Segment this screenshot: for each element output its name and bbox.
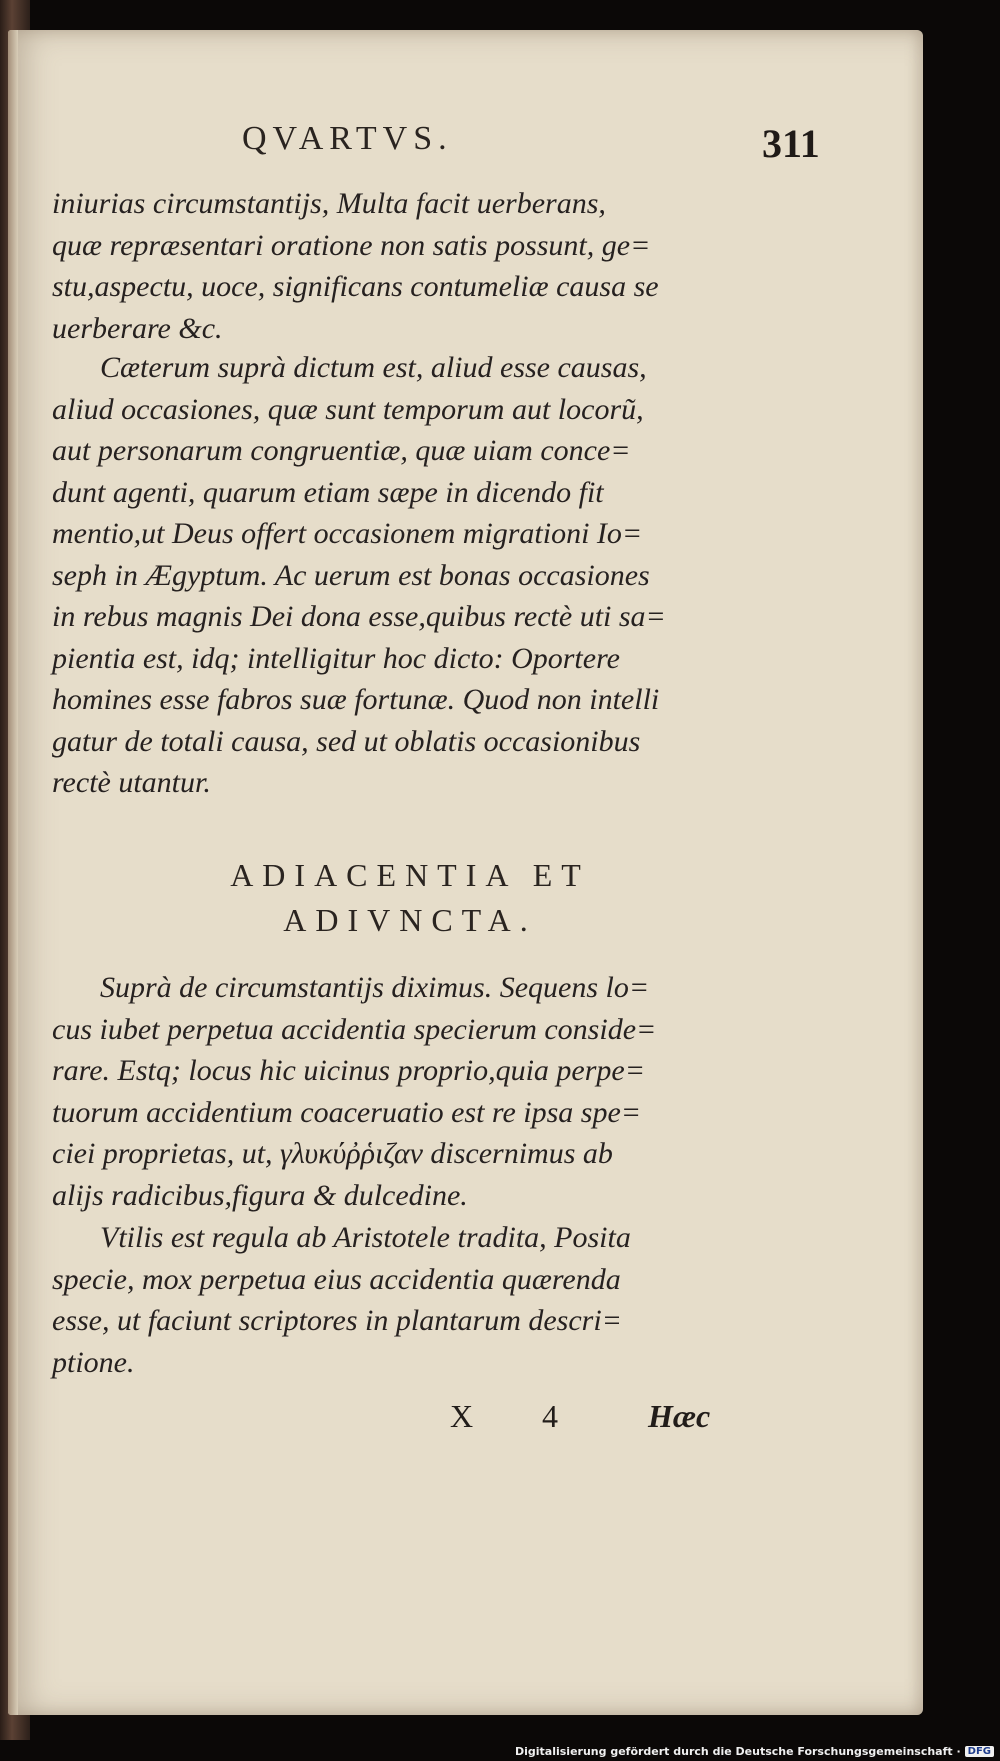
text-line: rectè utantur.	[52, 766, 211, 799]
text-line: cus iubet perpetua accidentia specierum conside=	[52, 1012, 657, 1046]
text-line: seph in Ægyptum. Ac uerum est bonas occasiones	[52, 558, 650, 592]
section-heading-line-1: ADIACENTIA ET	[230, 857, 590, 893]
text-line: stu,aspectu, uoce, significans contumeliæ causa se	[52, 270, 659, 303]
paragraph-2	[52, 347, 712, 804]
text-line: quæ repræsentari oratione non satis possunt, ge=	[52, 228, 651, 262]
page-edge	[8, 30, 18, 1715]
running-head: QVARTVS.	[242, 120, 453, 157]
section-heading-line-2: ADIVNCTA.	[283, 902, 537, 938]
text-line: homines esse fabros suæ fortunæ. Quod non intelli	[52, 683, 660, 716]
text-line: gatur de totali causa, sed ut oblatis occasionibus	[52, 724, 641, 758]
paragraph-4	[52, 1217, 712, 1383]
text-line: pientia est, idq; intelligitur hoc dicto: Oportere	[52, 641, 620, 675]
paragraph-1	[52, 183, 712, 349]
credit-text: Digitalisierung gefördert durch die Deutsche Forschungsgemeinschaft ·	[514, 1745, 961, 1758]
text-line: alijs radicibus,figura & dulcedine.	[52, 1178, 468, 1212]
text-line: Suprà de circumstantijs diximus. Sequens lo=	[100, 971, 650, 1004]
text-line: in rebus magnis Dei dona esse,quibus rectè uti sa=	[52, 600, 666, 633]
signature-letter: X	[450, 1398, 474, 1434]
text-line: uerberare &c.	[52, 311, 223, 345]
page-number: 311	[762, 121, 820, 166]
text-line: ptione.	[52, 1345, 135, 1379]
text-line: iniurias circumstantijs, Multa facit uerberans,	[52, 187, 606, 220]
text-line: tuorum accidentium coaceruatio est re ipsa spe=	[52, 1095, 642, 1129]
text-line: esse, ut faciunt scriptores in plantarum descri=	[52, 1304, 622, 1337]
text-line: Cæterum suprà dictum est, aliud esse causas,	[100, 351, 647, 384]
text-line: dunt agenti, quarum etiam sæpe in dicendo fit	[52, 475, 604, 509]
digitization-credit	[515, 1745, 994, 1758]
text-line: aliud occasiones, quæ sunt temporum aut locorũ,	[52, 392, 644, 426]
text-line: specie, mox perpetua eius accidentia quærenda	[52, 1262, 621, 1296]
catchword: Hæc	[648, 1398, 711, 1434]
text-line: aut personarum congruentiæ, quæ uiam conce=	[52, 434, 631, 467]
text-line: rare. Estq; locus hic uicinus proprio,quia perpe=	[52, 1054, 645, 1087]
dfg-logo: DFG	[965, 1746, 994, 1757]
signature-number: 4	[542, 1398, 558, 1434]
text-line: Vtilis est regula ab Aristotele tradita, Posita	[100, 1221, 631, 1254]
text-line: mentio,ut Deus offert occasionem migrationi Io=	[52, 517, 643, 550]
text-line: ciei proprietas, ut, γλυκύῤῥιζαν discernimus ab	[52, 1137, 613, 1170]
paragraph-3	[52, 967, 712, 1216]
